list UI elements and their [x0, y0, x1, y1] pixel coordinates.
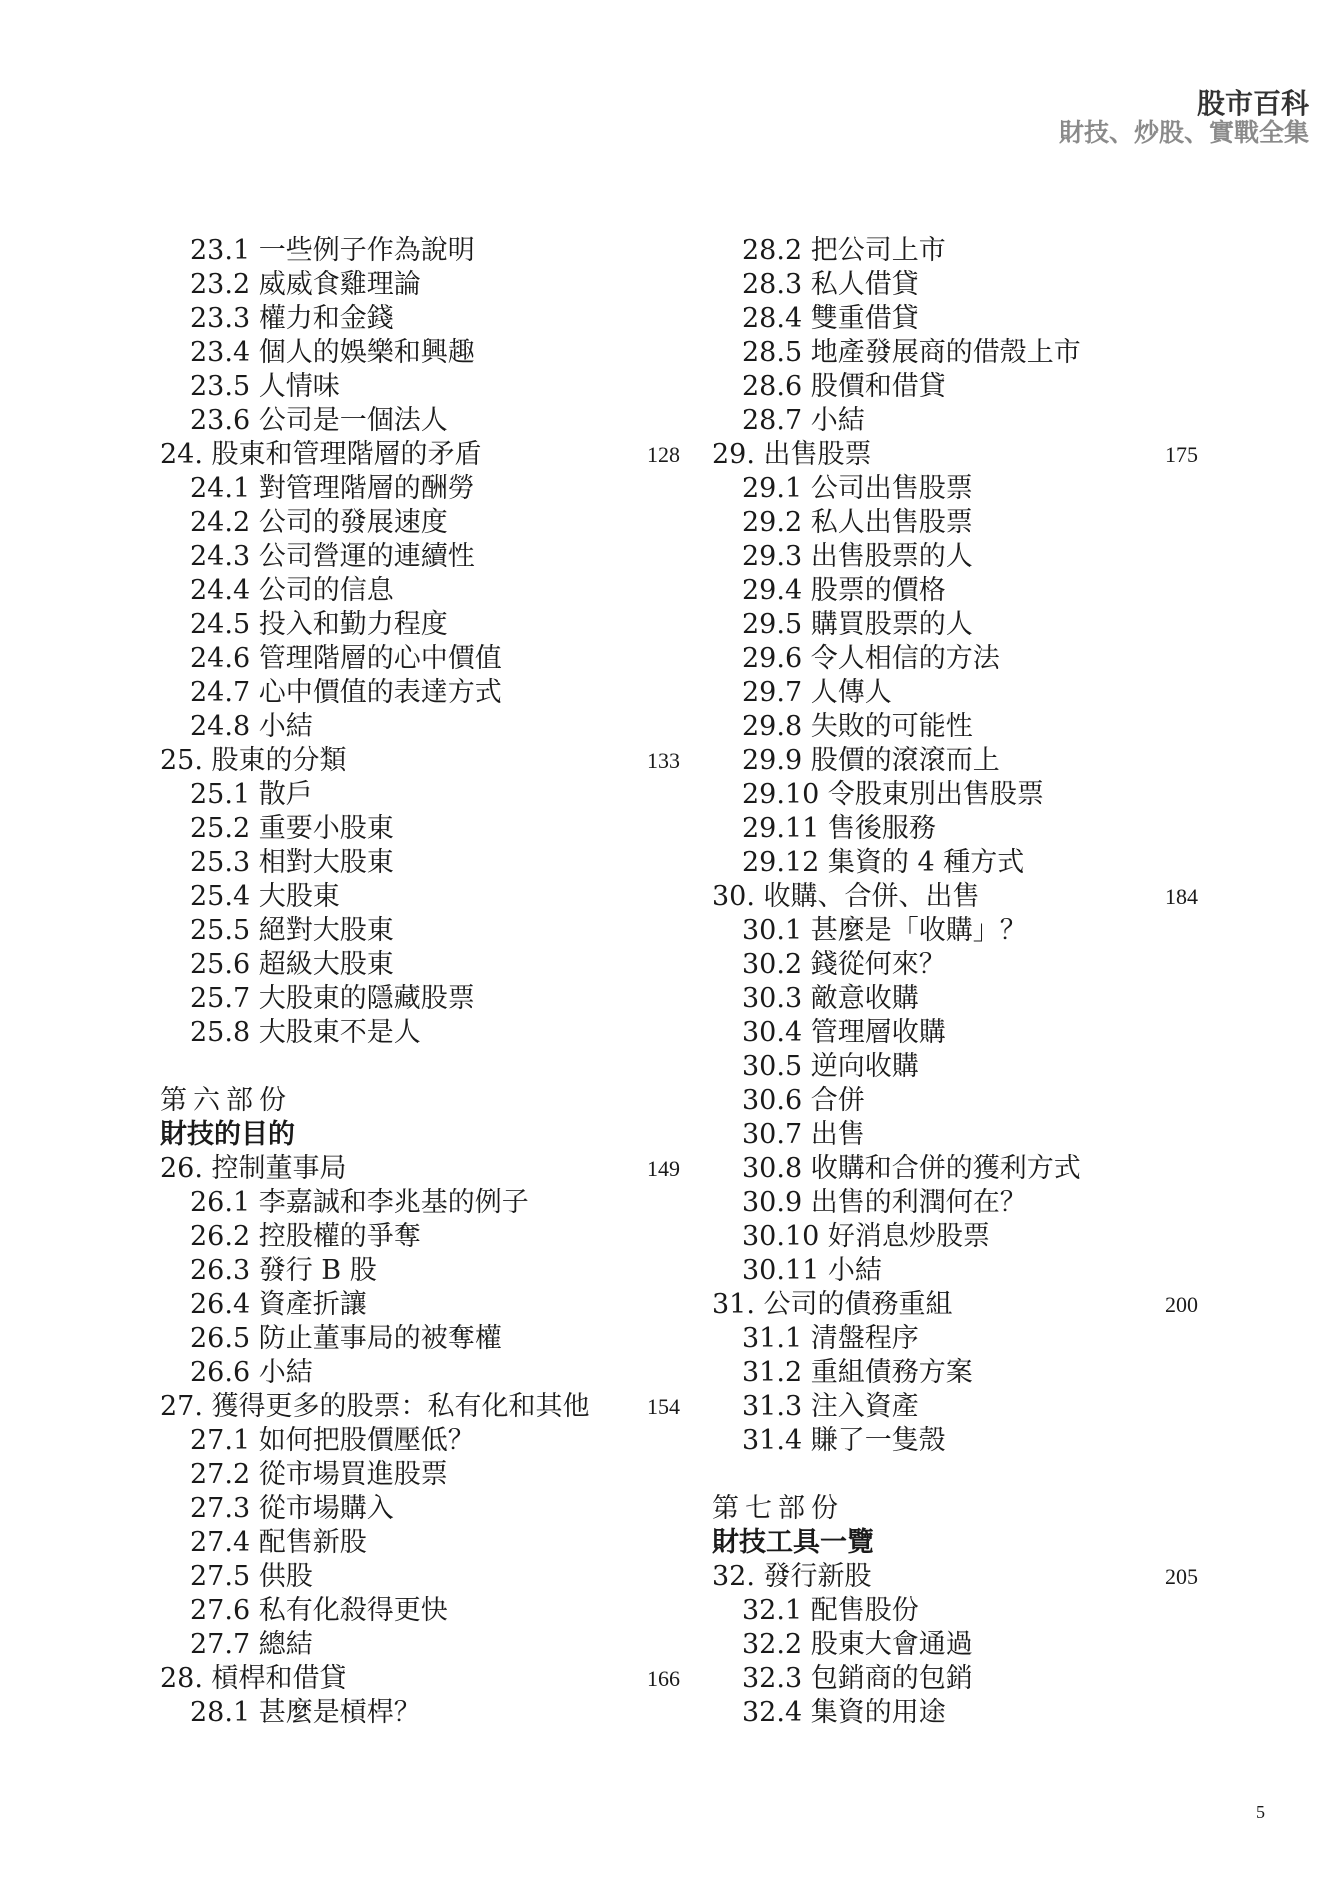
part-label-text: 第七部份: [712, 1493, 844, 1524]
toc-page-number: 133: [647, 748, 680, 773]
toc-section-text: 28.7 小結: [742, 405, 865, 436]
toc-section: [712, 506, 1198, 540]
toc-section-text: 29.2 私人出售股票: [742, 507, 973, 538]
toc-section-text: 23.3 權力和金錢: [190, 303, 394, 334]
toc-section-text: 23.5 人情味: [190, 371, 340, 402]
toc-section: [712, 1220, 1198, 1254]
toc-chapter-text: 25. 股東的分類: [160, 745, 347, 776]
toc-section-text: 26.2 控股權的爭奪: [190, 1221, 421, 1252]
toc-section: [712, 1118, 1198, 1152]
toc-section: [160, 540, 680, 574]
toc-section-text: 26.5 防止董事局的被奪權: [190, 1323, 502, 1354]
toc-page-number: 184: [1165, 884, 1198, 909]
toc-section-text: 23.4 個人的娛樂和興趣: [190, 337, 475, 368]
toc-chapter: [160, 438, 680, 472]
toc-section: [712, 472, 1198, 506]
toc-section: [712, 336, 1198, 370]
toc-chapter: [160, 1390, 680, 1424]
book-title: 股市百科: [1196, 87, 1309, 120]
toc-section: [712, 642, 1198, 676]
toc-section: [160, 302, 680, 336]
toc-section: [160, 506, 680, 540]
book-subtitle: 財技、炒股、實戰全集: [1058, 118, 1309, 148]
toc-section-text: 30.1 甚麼是「收購」？: [742, 915, 1027, 946]
toc-section: [160, 1322, 680, 1356]
part-title: [160, 1118, 680, 1152]
toc-section-text: 26.1 李嘉誠和李兆基的例子: [190, 1187, 529, 1218]
toc-section: [160, 234, 680, 268]
spacer: [712, 1458, 1198, 1492]
toc-section-text: 27.1 如何把股價壓低？: [190, 1425, 475, 1456]
toc-section-text: 25.8 大股東不是人: [190, 1017, 421, 1048]
toc-section: [712, 1084, 1198, 1118]
toc-section: [160, 268, 680, 302]
toc-section-text: 25.5 絕對大股東: [190, 915, 394, 946]
toc-section-text: 32.2 股東大會通過: [742, 1629, 973, 1660]
toc-section: [712, 302, 1198, 336]
toc-section: [160, 370, 680, 404]
toc-section: [712, 540, 1198, 574]
toc-page-number: 128: [647, 442, 680, 467]
toc-section: [712, 268, 1198, 302]
toc-section-text: 28.5 地產發展商的借殼上市: [742, 337, 1081, 368]
toc-section: [160, 812, 680, 846]
toc-section-text: 27.2 從市場買進股票: [190, 1459, 448, 1490]
toc-section-text: 29.10 令股東別出售股票: [742, 779, 1044, 810]
toc-section: [712, 676, 1198, 710]
toc-section-text: 32.4 集資的用途: [742, 1697, 946, 1728]
toc-section-text: 30.7 出售: [742, 1119, 865, 1150]
toc-chapter-text: 24. 股東和管理階層的矛盾: [160, 439, 482, 470]
toc-section-text: 25.4 大股東: [190, 881, 340, 912]
toc-section-text: 25.3 相對大股東: [190, 847, 394, 878]
toc-left-column: [160, 234, 680, 1730]
toc-section-text: 30.10 好消息炒股票: [742, 1221, 990, 1252]
toc-section-text: 29.8 失敗的可能性: [742, 711, 973, 742]
toc-section: [712, 1050, 1198, 1084]
toc-chapter: [160, 1662, 680, 1696]
toc-section-text: 28.6 股價和借貸: [742, 371, 946, 402]
toc-section-text: 23.6 公司是一個法人: [190, 405, 448, 436]
toc-section: [712, 370, 1198, 404]
toc-chapter: [160, 1152, 680, 1186]
toc-section-text: 29.3 出售股票的人: [742, 541, 973, 572]
toc-section: [712, 1696, 1198, 1730]
toc-section: [712, 778, 1198, 812]
toc-section-text: 26.4 資產折讓: [190, 1289, 367, 1320]
toc-section-text: 31.1 清盤程序: [742, 1323, 919, 1354]
toc-section: [712, 710, 1198, 744]
toc-chapter: [160, 744, 680, 778]
toc-section: [160, 1186, 680, 1220]
toc-section: [160, 914, 680, 948]
toc-section-text: 25.1 散戶: [190, 779, 313, 810]
toc-section-text: 26.6 小結: [190, 1357, 313, 1388]
toc-section-text: 27.7 總結: [190, 1629, 313, 1660]
toc-chapter-text: 26. 控制董事局: [160, 1153, 347, 1184]
toc-section: [160, 404, 680, 438]
toc-section-text: 32.3 包銷商的包銷: [742, 1663, 973, 1694]
toc-section: [160, 1458, 680, 1492]
toc-section: [712, 1152, 1198, 1186]
toc-section: [160, 880, 680, 914]
toc-section-text: 23.1 一些例子作為說明: [190, 235, 475, 266]
toc-section-text: 31.2 重組債務方案: [742, 1357, 973, 1388]
toc-section: [160, 710, 680, 744]
toc-section-text: 25.6 超級大股東: [190, 949, 394, 980]
toc-section: [160, 1628, 680, 1662]
part-title-text: 財技工具一覽: [712, 1527, 874, 1558]
toc-section: [712, 234, 1198, 268]
toc-section: [160, 1526, 680, 1560]
toc-section-text: 28.2 把公司上市: [742, 235, 946, 266]
toc-chapter-text: 32. 發行新股: [712, 1561, 872, 1592]
toc-section: [160, 982, 680, 1016]
toc-section: [160, 574, 680, 608]
toc-right-column: [712, 234, 1198, 1730]
toc-section-text: 30.6 合併: [742, 1085, 865, 1116]
toc-section: [160, 608, 680, 642]
toc-section-text: 32.1 配售股份: [742, 1595, 919, 1626]
toc-section: [712, 1016, 1198, 1050]
toc-section: [160, 1254, 680, 1288]
toc-section-text: 29.6 令人相信的方法: [742, 643, 1000, 674]
toc-section-text: 27.6 私有化殺得更快: [190, 1595, 448, 1626]
toc-page-number: 149: [647, 1156, 680, 1181]
toc-section-text: 24.1 對管理階層的酬勞: [190, 473, 475, 504]
toc-section: [160, 778, 680, 812]
toc-section-text: 25.7 大股東的隱藏股票: [190, 983, 475, 1014]
toc-section: [160, 1016, 680, 1050]
toc-section: [712, 1628, 1198, 1662]
toc-section-text: 29.9 股價的滾滾而上: [742, 745, 1000, 776]
toc-page-number: 166: [647, 1666, 680, 1691]
toc-section-text: 24.5 投入和勤力程度: [190, 609, 448, 640]
toc-chapter-text: 27. 獲得更多的股票：私有化和其他: [160, 1391, 590, 1422]
toc-section-text: 24.8 小結: [190, 711, 313, 742]
toc-section: [712, 1390, 1198, 1424]
toc-section-text: 30.8 收購和合併的獲利方式: [742, 1153, 1081, 1184]
toc-section-text: 24.4 公司的信息: [190, 575, 394, 606]
page-number: 5: [1256, 1802, 1265, 1822]
toc-section-text: 30.2 錢從何來？: [742, 949, 946, 980]
toc-section: [712, 948, 1198, 982]
toc-section-text: 29.7 人傳人: [742, 677, 892, 708]
spacer: [160, 1050, 680, 1084]
toc-section: [712, 846, 1198, 880]
part-label: [160, 1084, 680, 1118]
toc-section: [160, 1220, 680, 1254]
toc-section: [160, 472, 680, 506]
toc-section: [160, 1288, 680, 1322]
toc-section: [160, 336, 680, 370]
toc-section-text: 24.2 公司的發展速度: [190, 507, 448, 538]
toc-section-text: 29.12 集資的 4 種方式: [742, 847, 1025, 878]
toc-section: [712, 1594, 1198, 1628]
toc-section-text: 27.3 從市場購入: [190, 1493, 394, 1524]
toc-section-text: 24.6 管理階層的心中價值: [190, 643, 502, 674]
toc-section-text: 25.2 重要小股東: [190, 813, 394, 844]
toc-section-text: 30.3 敵意收購: [742, 983, 919, 1014]
part-title: [712, 1526, 1198, 1560]
toc-section-text: 30.5 逆向收購: [742, 1051, 919, 1082]
toc-section: [712, 812, 1198, 846]
toc-section-text: 28.3 私人借貸: [742, 269, 919, 300]
toc-chapter-text: 30. 收購、合併、出售: [712, 881, 980, 912]
toc-section-text: 29.1 公司出售股票: [742, 473, 973, 504]
toc-chapter-text: 29. 出售股票: [712, 439, 872, 470]
toc-section: [160, 1492, 680, 1526]
toc-section-text: 30.9 出售的利潤何在？: [742, 1187, 1027, 1218]
toc-section-text: 24.7 心中價值的表達方式: [190, 677, 502, 708]
toc-section: [712, 1662, 1198, 1696]
toc-page-number: 200: [1165, 1292, 1198, 1317]
toc-section-text: 28.1 甚麼是槓桿？: [190, 1697, 421, 1728]
toc-section: [712, 1186, 1198, 1220]
toc-page-number: 154: [647, 1394, 680, 1419]
toc-section-text: 29.5 購買股票的人: [742, 609, 973, 640]
toc-section: [160, 1560, 680, 1594]
toc-section-text: 26.3 發行 B 股: [190, 1255, 377, 1286]
toc-section-text: 31.4 賺了一隻殼: [742, 1425, 946, 1456]
part-label-text: 第六部份: [160, 1085, 292, 1116]
toc-section-text: 30.11 小結: [742, 1255, 882, 1286]
toc-section-text: 24.3 公司營運的連續性: [190, 541, 475, 572]
toc-chapter: [712, 880, 1198, 914]
toc-section-text: 31.3 注入資產: [742, 1391, 919, 1422]
running-header: [1059, 88, 1309, 147]
toc-section: [712, 1424, 1198, 1458]
part-title-text: 財技的目的: [160, 1119, 295, 1150]
toc-section: [712, 1356, 1198, 1390]
toc-section: [160, 948, 680, 982]
toc-section-text: 28.4 雙重借貸: [742, 303, 919, 334]
toc-section: [712, 744, 1198, 778]
toc-chapter: [712, 1288, 1198, 1322]
toc-section: [160, 676, 680, 710]
toc-section: [160, 642, 680, 676]
toc-section-text: 23.2 威威食雞理論: [190, 269, 421, 300]
toc-section: [712, 982, 1198, 1016]
toc-section-text: 27.4 配售新股: [190, 1527, 367, 1558]
toc-section: [712, 574, 1198, 608]
toc-chapter: [712, 1560, 1198, 1594]
toc-section: [712, 404, 1198, 438]
toc-section: [160, 1356, 680, 1390]
toc-chapter: [712, 438, 1198, 472]
part-label: [712, 1492, 1198, 1526]
toc-section: [712, 914, 1198, 948]
toc-section-text: 27.5 供股: [190, 1561, 313, 1592]
toc-section: [712, 608, 1198, 642]
toc-section: [160, 846, 680, 880]
toc-chapter-text: 31. 公司的債務重組: [712, 1289, 953, 1320]
toc-section: [160, 1594, 680, 1628]
toc-section: [160, 1696, 680, 1730]
toc-section-text: 29.11 售後服務: [742, 813, 936, 844]
toc-section: [712, 1322, 1198, 1356]
toc-page-number: 175: [1165, 442, 1198, 467]
toc-section-text: 29.4 股票的價格: [742, 575, 946, 606]
toc-page-number: 205: [1165, 1564, 1198, 1589]
toc-chapter-text: 28. 槓桿和借貸: [160, 1663, 347, 1694]
toc-section: [712, 1254, 1198, 1288]
toc-section-text: 30.4 管理層收購: [742, 1017, 946, 1048]
toc-section: [160, 1424, 680, 1458]
